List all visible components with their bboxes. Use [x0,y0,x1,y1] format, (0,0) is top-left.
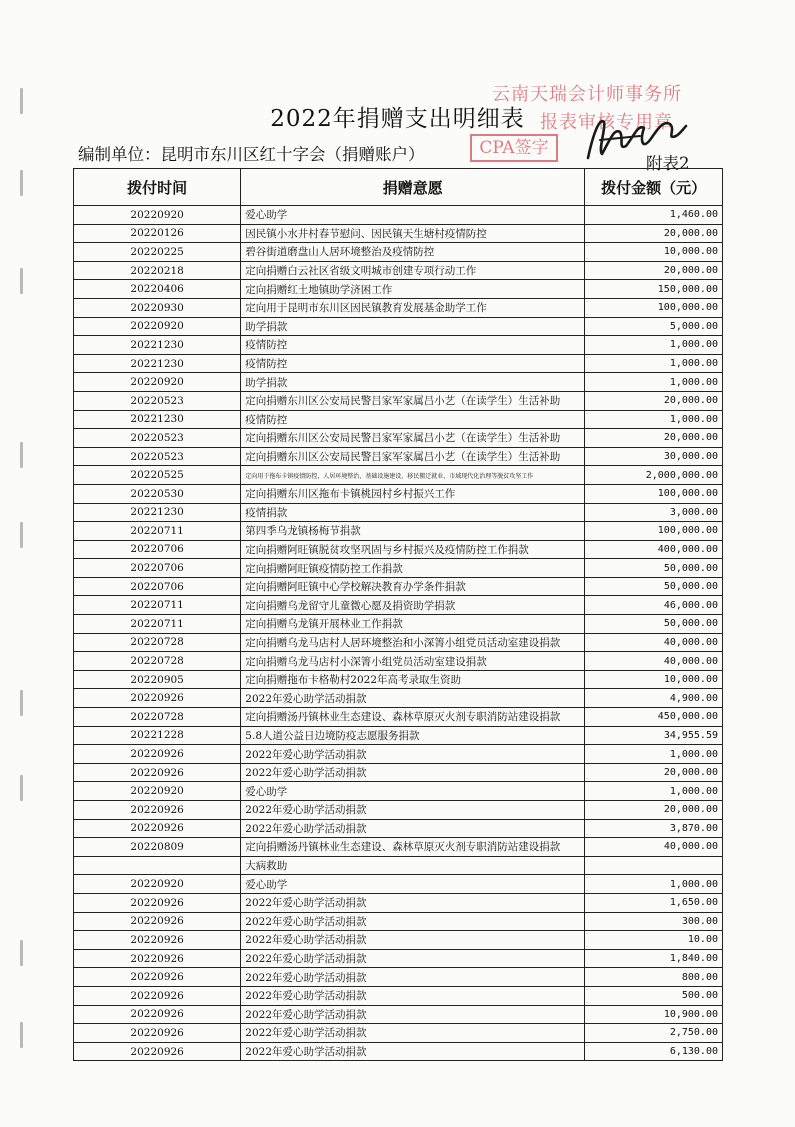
row-purpose: 疫情防控 [241,410,585,429]
row-purpose: 定向捐赠乌龙马店村人居环境整治和小深箐小组党员活动室建设捐款 [241,633,585,652]
table-row [74,708,723,727]
table-row [74,1024,723,1043]
row-purpose: 因民镇小水井村春节慰问、因民镇天生塘村疫情防控 [241,224,585,243]
row-purpose: 2022年爱心助学活动捐款 [241,968,585,987]
row-date: 20220920 [74,373,241,392]
row-purpose: 定向捐赠东川区公安局民警吕家军家属吕小艺（在读学生）生活补助 [241,447,585,466]
row-amount: 300.00 [585,912,723,931]
row-date: 20220525 [74,466,241,485]
table-row [74,931,723,950]
table-row [74,373,723,392]
row-date: 20220711 [74,522,241,541]
row-amount: 20,000.00 [585,261,723,280]
row-purpose: 疫情防控 [241,354,585,373]
binding-mark [20,522,23,548]
table-row [74,968,723,987]
row-purpose: 2022年爱心助学活动捐款 [241,745,585,764]
donation-ledger-table [73,168,723,1061]
row-amount: 50,000.00 [585,559,723,578]
table-body [74,206,723,1061]
row-amount: 100,000.00 [585,522,723,541]
table-row [74,503,723,522]
table-row [74,522,723,541]
table-row [74,689,723,708]
row-purpose: 定向捐赠乌龙镇开展林业工作捐款 [241,615,585,634]
table-row [74,484,723,503]
table-row [74,391,723,410]
row-purpose: 定向捐赠红土地镇助学济困工作 [241,280,585,299]
row-amount: 1,000.00 [585,336,723,355]
row-date: 20220523 [74,391,241,410]
row-purpose: 疫情防控 [241,336,585,355]
binding-mark [20,690,23,716]
row-purpose: 定向用于拖布卡镇疫情防控，人居环境整治，基础设施建设，移民搬迁就业，市域现代化治理等脱贫攻坚工作 [241,466,585,485]
table-row [74,336,723,355]
table-row [74,1042,723,1061]
row-date: 20221230 [74,336,241,355]
row-amount: 50,000.00 [585,577,723,596]
row-date: 20220711 [74,596,241,615]
table-row [74,819,723,838]
header-purpose: 捐赠意愿 [241,169,585,206]
header-amount: 拨付金额（元） [585,169,723,206]
row-purpose: 2022年爱心助学活动捐款 [241,819,585,838]
row-purpose: 定向捐赠阿旺镇脱贫攻坚巩固与乡村振兴及疫情防控工作捐款 [241,540,585,559]
row-date: 20220926 [74,968,241,987]
binding-mark [20,775,23,801]
row-date: 20220920 [74,206,241,225]
row-date: 20220926 [74,689,241,708]
table-row [74,986,723,1005]
row-purpose: 定向捐赠东川区公安局民警吕家军家属吕小艺（在读学生）生活补助 [241,429,585,448]
row-amount: 450,000.00 [585,708,723,727]
row-date: 20220926 [74,1042,241,1061]
row-purpose: 定向捐赠乌龙留守儿童微心愿及捐资助学捐款 [241,596,585,615]
row-purpose: 定向捐赠白云社区省级文明城市创建专项行动工作 [241,261,585,280]
row-amount: 40,000.00 [585,633,723,652]
row-amount: 2,000,000.00 [585,466,723,485]
table-row [74,206,723,225]
row-date: 20220926 [74,1005,241,1024]
row-date: 20220926 [74,763,241,782]
row-date: 20220926 [74,801,241,820]
row-amount: 1,000.00 [585,410,723,429]
row-purpose: 爱心助学 [241,782,585,801]
row-purpose: 2022年爱心助学活动捐款 [241,1042,585,1061]
row-purpose: 第四季乌龙镇杨梅节捐款 [241,522,585,541]
table-row [74,559,723,578]
row-date: 20220926 [74,949,241,968]
row-amount: 1,000.00 [585,354,723,373]
row-date: 20221230 [74,410,241,429]
table-row [74,875,723,894]
row-purpose: 爱心助学 [241,206,585,225]
row-date: 20220926 [74,1024,241,1043]
table-row [74,410,723,429]
row-amount: 46,000.00 [585,596,723,615]
row-date: 20221230 [74,503,241,522]
binding-mark [20,940,23,966]
row-date: 20220728 [74,633,241,652]
table-row [74,782,723,801]
row-date: 20220530 [74,484,241,503]
row-amount: 1,000.00 [585,875,723,894]
table-row [74,429,723,448]
row-date: 20220926 [74,986,241,1005]
table-row [74,540,723,559]
row-purpose: 定向捐赠东川区拖布卡镇桃园村乡村振兴工作 [241,484,585,503]
row-date: 20220926 [74,931,241,950]
row-date: 20220225 [74,243,241,262]
row-purpose: 定向捐赠乌龙马店村小深箐小组党员活动室建设捐款 [241,652,585,671]
row-date: 20221230 [74,354,241,373]
table-row [74,670,723,689]
row-date: 20220809 [74,838,241,857]
row-amount: 150,000.00 [585,280,723,299]
row-purpose: 大病救助 [241,856,585,875]
row-date: 20221228 [74,726,241,745]
table-row [74,745,723,764]
row-amount: 1,000.00 [585,373,723,392]
row-date: 20220920 [74,317,241,336]
row-date: 20220706 [74,577,241,596]
row-amount: 10,000.00 [585,670,723,689]
table-row [74,466,723,485]
stamp-line-2: 报表审核专用章 [540,112,673,133]
table-row [74,280,723,299]
row-amount: 400,000.00 [585,540,723,559]
row-amount: 20,000.00 [585,763,723,782]
row-amount: 20,000.00 [585,391,723,410]
row-amount: 10,000.00 [585,243,723,262]
row-purpose: 5.8人道公益日边境防疫志愿服务捐款 [241,726,585,745]
row-purpose: 定向捐赠阿旺镇中心学校解决教育办学条件捐款 [241,577,585,596]
table-row [74,838,723,857]
row-date: 20220728 [74,652,241,671]
row-date [74,856,241,875]
row-purpose: 2022年爱心助学活动捐款 [241,1024,585,1043]
row-amount: 10.00 [585,931,723,950]
table-row [74,577,723,596]
appendix-label: 附表2 [646,154,690,173]
row-amount: 50,000.00 [585,615,723,634]
row-amount: 100,000.00 [585,298,723,317]
row-amount: 5,000.00 [585,317,723,336]
row-purpose: 定向用于昆明市东川区因民镇教育发展基金助学工作 [241,298,585,317]
table-row [74,243,723,262]
row-purpose: 助学捐款 [241,373,585,392]
row-date: 20220523 [74,429,241,448]
row-purpose: 疫情捐款 [241,503,585,522]
binding-mark [20,1022,23,1048]
row-date: 20220126 [74,224,241,243]
row-purpose: 爱心助学 [241,875,585,894]
table-row [74,224,723,243]
row-purpose: 2022年爱心助学活动捐款 [241,801,585,820]
table-row [74,633,723,652]
table-row [74,317,723,336]
table-row [74,354,723,373]
table-row [74,652,723,671]
cpa-signature-box: CPA签字 [470,134,558,162]
row-purpose: 2022年爱心助学活动捐款 [241,912,585,931]
table-row [74,615,723,634]
table-row [74,726,723,745]
row-date: 20220926 [74,819,241,838]
row-purpose: 定向捐赠拖布卡格勒村2022年高考录取生资助 [241,670,585,689]
row-date: 20220905 [74,670,241,689]
row-date: 20220920 [74,875,241,894]
row-purpose: 碧谷街道磨盘山人居环境整治及疫情防控 [241,243,585,262]
row-date: 20220930 [74,298,241,317]
row-amount: 100,000.00 [585,484,723,503]
row-purpose: 2022年爱心助学活动捐款 [241,689,585,708]
table-row [74,801,723,820]
row-purpose: 2022年爱心助学活动捐款 [241,986,585,1005]
row-date: 20220523 [74,447,241,466]
row-amount: 500.00 [585,986,723,1005]
row-amount: 3,000.00 [585,503,723,522]
row-amount: 1,000.00 [585,782,723,801]
row-amount: 40,000.00 [585,652,723,671]
row-date: 20220706 [74,540,241,559]
row-purpose: 2022年爱心助学活动捐款 [241,949,585,968]
row-amount: 4,900.00 [585,689,723,708]
page-title: 2022年捐赠支出明细表 [270,106,525,132]
row-purpose: 2022年爱心助学活动捐款 [241,931,585,950]
binding-mark [20,170,23,196]
row-amount: 1,000.00 [585,745,723,764]
binding-mark [20,442,23,468]
row-amount: 1,460.00 [585,206,723,225]
table-row [74,261,723,280]
row-amount: 6,130.00 [585,1042,723,1061]
table-row [74,596,723,615]
row-amount: 2,750.00 [585,1024,723,1043]
header-date: 拨付时间 [74,169,241,206]
table-row [74,298,723,317]
row-amount [585,856,723,875]
row-purpose: 2022年爱心助学活动捐款 [241,893,585,912]
row-amount: 20,000.00 [585,224,723,243]
row-amount: 10,900.00 [585,1005,723,1024]
table-row [74,763,723,782]
table-row [74,949,723,968]
org-line: 编制单位：昆明市东川区红十字会（捐赠账户） [78,145,425,164]
row-amount: 1,840.00 [585,949,723,968]
table-row [74,912,723,931]
row-purpose: 定向捐赠东川区公安局民警吕家军家属吕小艺（在读学生）生活补助 [241,391,585,410]
row-purpose: 助学捐款 [241,317,585,336]
row-purpose: 2022年爱心助学活动捐款 [241,1005,585,1024]
row-amount: 34,955.59 [585,726,723,745]
row-amount: 3,870.00 [585,819,723,838]
row-amount: 1,650.00 [585,893,723,912]
row-purpose: 定向捐赠阿旺镇疫情防控工作捐款 [241,559,585,578]
row-date: 20220406 [74,280,241,299]
row-date: 20220728 [74,708,241,727]
row-date: 20220706 [74,559,241,578]
row-date: 20220920 [74,782,241,801]
row-purpose: 定向捐赠汤丹镇林业生态建设、森林草原灭火剂专职消防站建设捐款 [241,838,585,857]
row-amount: 40,000.00 [585,838,723,857]
row-amount: 20,000.00 [585,429,723,448]
row-date: 20220926 [74,893,241,912]
table-row [74,447,723,466]
table-row [74,1005,723,1024]
table-row [74,893,723,912]
stamp-line-1: 云南天瑞会计师事务所 [492,84,682,105]
binding-mark [20,268,23,294]
row-date: 20220218 [74,261,241,280]
row-date: 20220926 [74,745,241,764]
handwritten-signature [580,110,690,165]
row-date: 20220711 [74,615,241,634]
table-row [74,856,723,875]
table-header-row [74,169,723,206]
row-amount: 20,000.00 [585,801,723,820]
row-purpose: 2022年爱心助学活动捐款 [241,763,585,782]
row-purpose: 定向捐赠汤丹镇林业生态建设、森林草原灭火剂专职消防站建设捐款 [241,708,585,727]
row-amount: 800.00 [585,968,723,987]
row-date: 20220926 [74,912,241,931]
row-amount: 30,000.00 [585,447,723,466]
